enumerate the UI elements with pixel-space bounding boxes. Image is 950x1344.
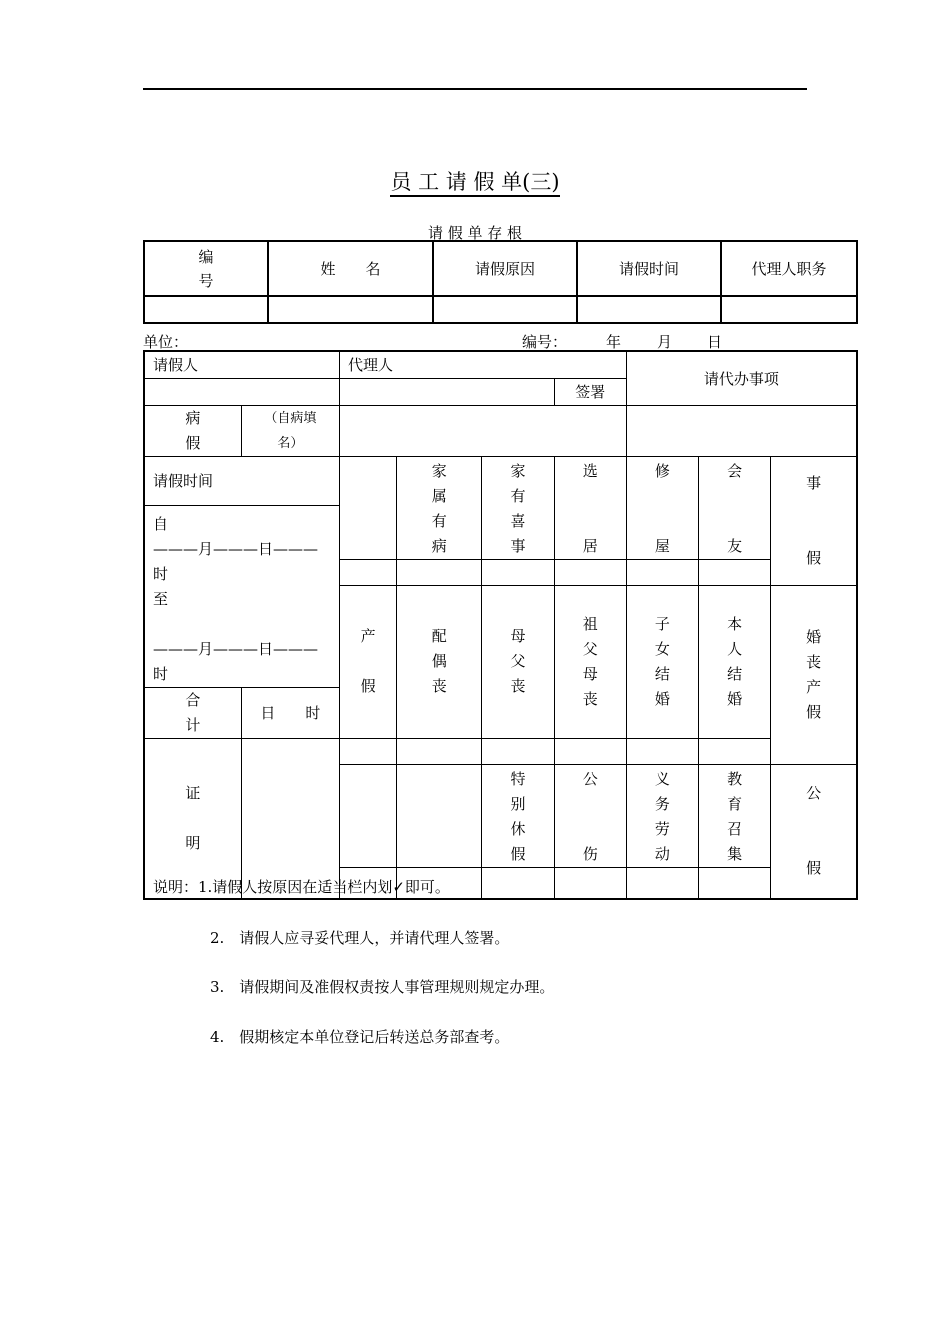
day-hour-label: 日 时 — [241, 687, 339, 738]
row1-check-1[interactable] — [397, 559, 482, 585]
row3-blank-0 — [340, 764, 397, 867]
row2-check-0[interactable] — [340, 738, 397, 764]
row3-check-2[interactable] — [482, 867, 554, 899]
stub-time-field[interactable] — [577, 296, 721, 323]
education-call-label: 教 育 召 集 — [699, 764, 771, 867]
parent-death-label: 母 父 丧 — [482, 585, 554, 738]
personal-leave-label: 事 假 — [771, 456, 857, 585]
stub-table — [143, 240, 858, 324]
public-leave-label: 公 假 — [771, 764, 857, 899]
row1-check-3[interactable] — [554, 559, 626, 585]
stub-header-reason: 请假原因 — [433, 241, 577, 296]
row1-check-0[interactable] — [340, 559, 397, 585]
row2-check-2[interactable] — [482, 738, 554, 764]
row3-blank-1 — [397, 764, 482, 867]
year-label: 年 — [606, 333, 622, 351]
note-2: 2. 请假人应寻妥代理人，并请代理人签署。 — [210, 929, 510, 947]
top-rule — [143, 88, 807, 90]
proof-field[interactable] — [241, 738, 339, 899]
wedding-funeral-leave-label: 婚 丧 产 假 — [771, 585, 857, 764]
note-3: 3. 请假期间及准假权责按人事管理规则规定办理。 — [210, 978, 555, 996]
row2-check-1[interactable] — [397, 738, 482, 764]
maternity-leave-label: 产 假 — [340, 585, 397, 738]
meet-friend-label: 会 友 — [699, 456, 771, 559]
note-4: 4. 假期核定本单位登记后转送总务部查考。 — [210, 1028, 510, 1046]
signature-label: 签署 — [554, 378, 626, 405]
repair-house-label: 修 屋 — [626, 456, 698, 559]
unit-label: 单位： — [143, 333, 189, 351]
delegate-items-field[interactable] — [626, 405, 857, 456]
delegate-items-label: 请代办事项 — [626, 351, 857, 405]
stub-number-field[interactable] — [144, 296, 268, 323]
agent-label: 代理人 — [340, 351, 627, 378]
leave-period-cell — [144, 505, 340, 687]
family-illness-label: 家 属 有 病 — [397, 456, 482, 559]
stub-header-name: 姓 名 — [268, 241, 433, 296]
row2-check-3[interactable] — [554, 738, 626, 764]
to-label: 至 — [153, 589, 169, 608]
from-label: 自 — [153, 514, 169, 533]
row2-check-5[interactable] — [699, 738, 771, 764]
sick-leave-label: 病 假 — [144, 405, 241, 456]
to-date-line[interactable]: ———月———日———时 — [153, 639, 319, 683]
own-wedding-label: 本 人 结 婚 — [699, 585, 771, 738]
voluntary-labor-label: 义 务 劳 动 — [626, 764, 698, 867]
agent-field[interactable] — [340, 378, 555, 405]
family-celebration-label: 家 有 喜 事 — [482, 456, 554, 559]
row3-check-5[interactable] — [699, 867, 771, 899]
grandparent-death-label: 祖 父 母 丧 — [554, 585, 626, 738]
special-leave-label: 特 别 休 假 — [482, 764, 554, 867]
work-injury-label: 公 伤 — [554, 764, 626, 867]
child-wedding-label: 子 女 结 婚 — [626, 585, 698, 738]
stub-header-agent-title: 代理人职务 — [721, 241, 857, 296]
day-label: 日 — [707, 333, 723, 351]
stub-header-number: 编 号 — [144, 241, 268, 296]
from-date-line[interactable]: ———月———日———时 — [153, 539, 319, 583]
row3-check-4[interactable] — [626, 867, 698, 899]
stub-header-time: 请假时间 — [577, 241, 721, 296]
note-1-suffix: 即可。 — [404, 878, 450, 896]
note-1-prefix: 说明：1.请假人按原因在适当栏内划 — [153, 878, 393, 896]
note-1 — [153, 876, 450, 897]
row3-check-3[interactable] — [554, 867, 626, 899]
stub-name-field[interactable] — [268, 296, 433, 323]
applicant-field[interactable] — [144, 378, 340, 405]
applicant-label: 请假人 — [144, 351, 340, 378]
stub-agent-title-field[interactable] — [721, 296, 857, 323]
month-label: 月 — [657, 333, 673, 351]
leave-time-label: 请假时间 — [144, 456, 340, 505]
sick-self-note: （自病填 名） — [241, 405, 339, 456]
stub-reason-field[interactable] — [433, 296, 577, 323]
row1-blank-cell — [340, 456, 397, 559]
spouse-death-label: 配 偶 丧 — [397, 585, 482, 738]
row1-check-5[interactable] — [699, 559, 771, 585]
form-title: 员 工 请 假 单(三) — [0, 166, 950, 196]
proof-label: 证 明 — [144, 738, 241, 899]
checkmark-icon: ✓ — [392, 878, 405, 896]
row1-check-4[interactable] — [626, 559, 698, 585]
stub-title: 请 假 单 存 根 — [427, 224, 523, 242]
leave-form-table — [143, 350, 858, 900]
number-label: 编号： — [522, 333, 568, 351]
sick-leave-field[interactable] — [340, 405, 627, 456]
row1-check-2[interactable] — [482, 559, 554, 585]
row2-check-4[interactable] — [626, 738, 698, 764]
total-label: 合 计 — [144, 687, 241, 738]
move-house-label: 选 居 — [554, 456, 626, 559]
